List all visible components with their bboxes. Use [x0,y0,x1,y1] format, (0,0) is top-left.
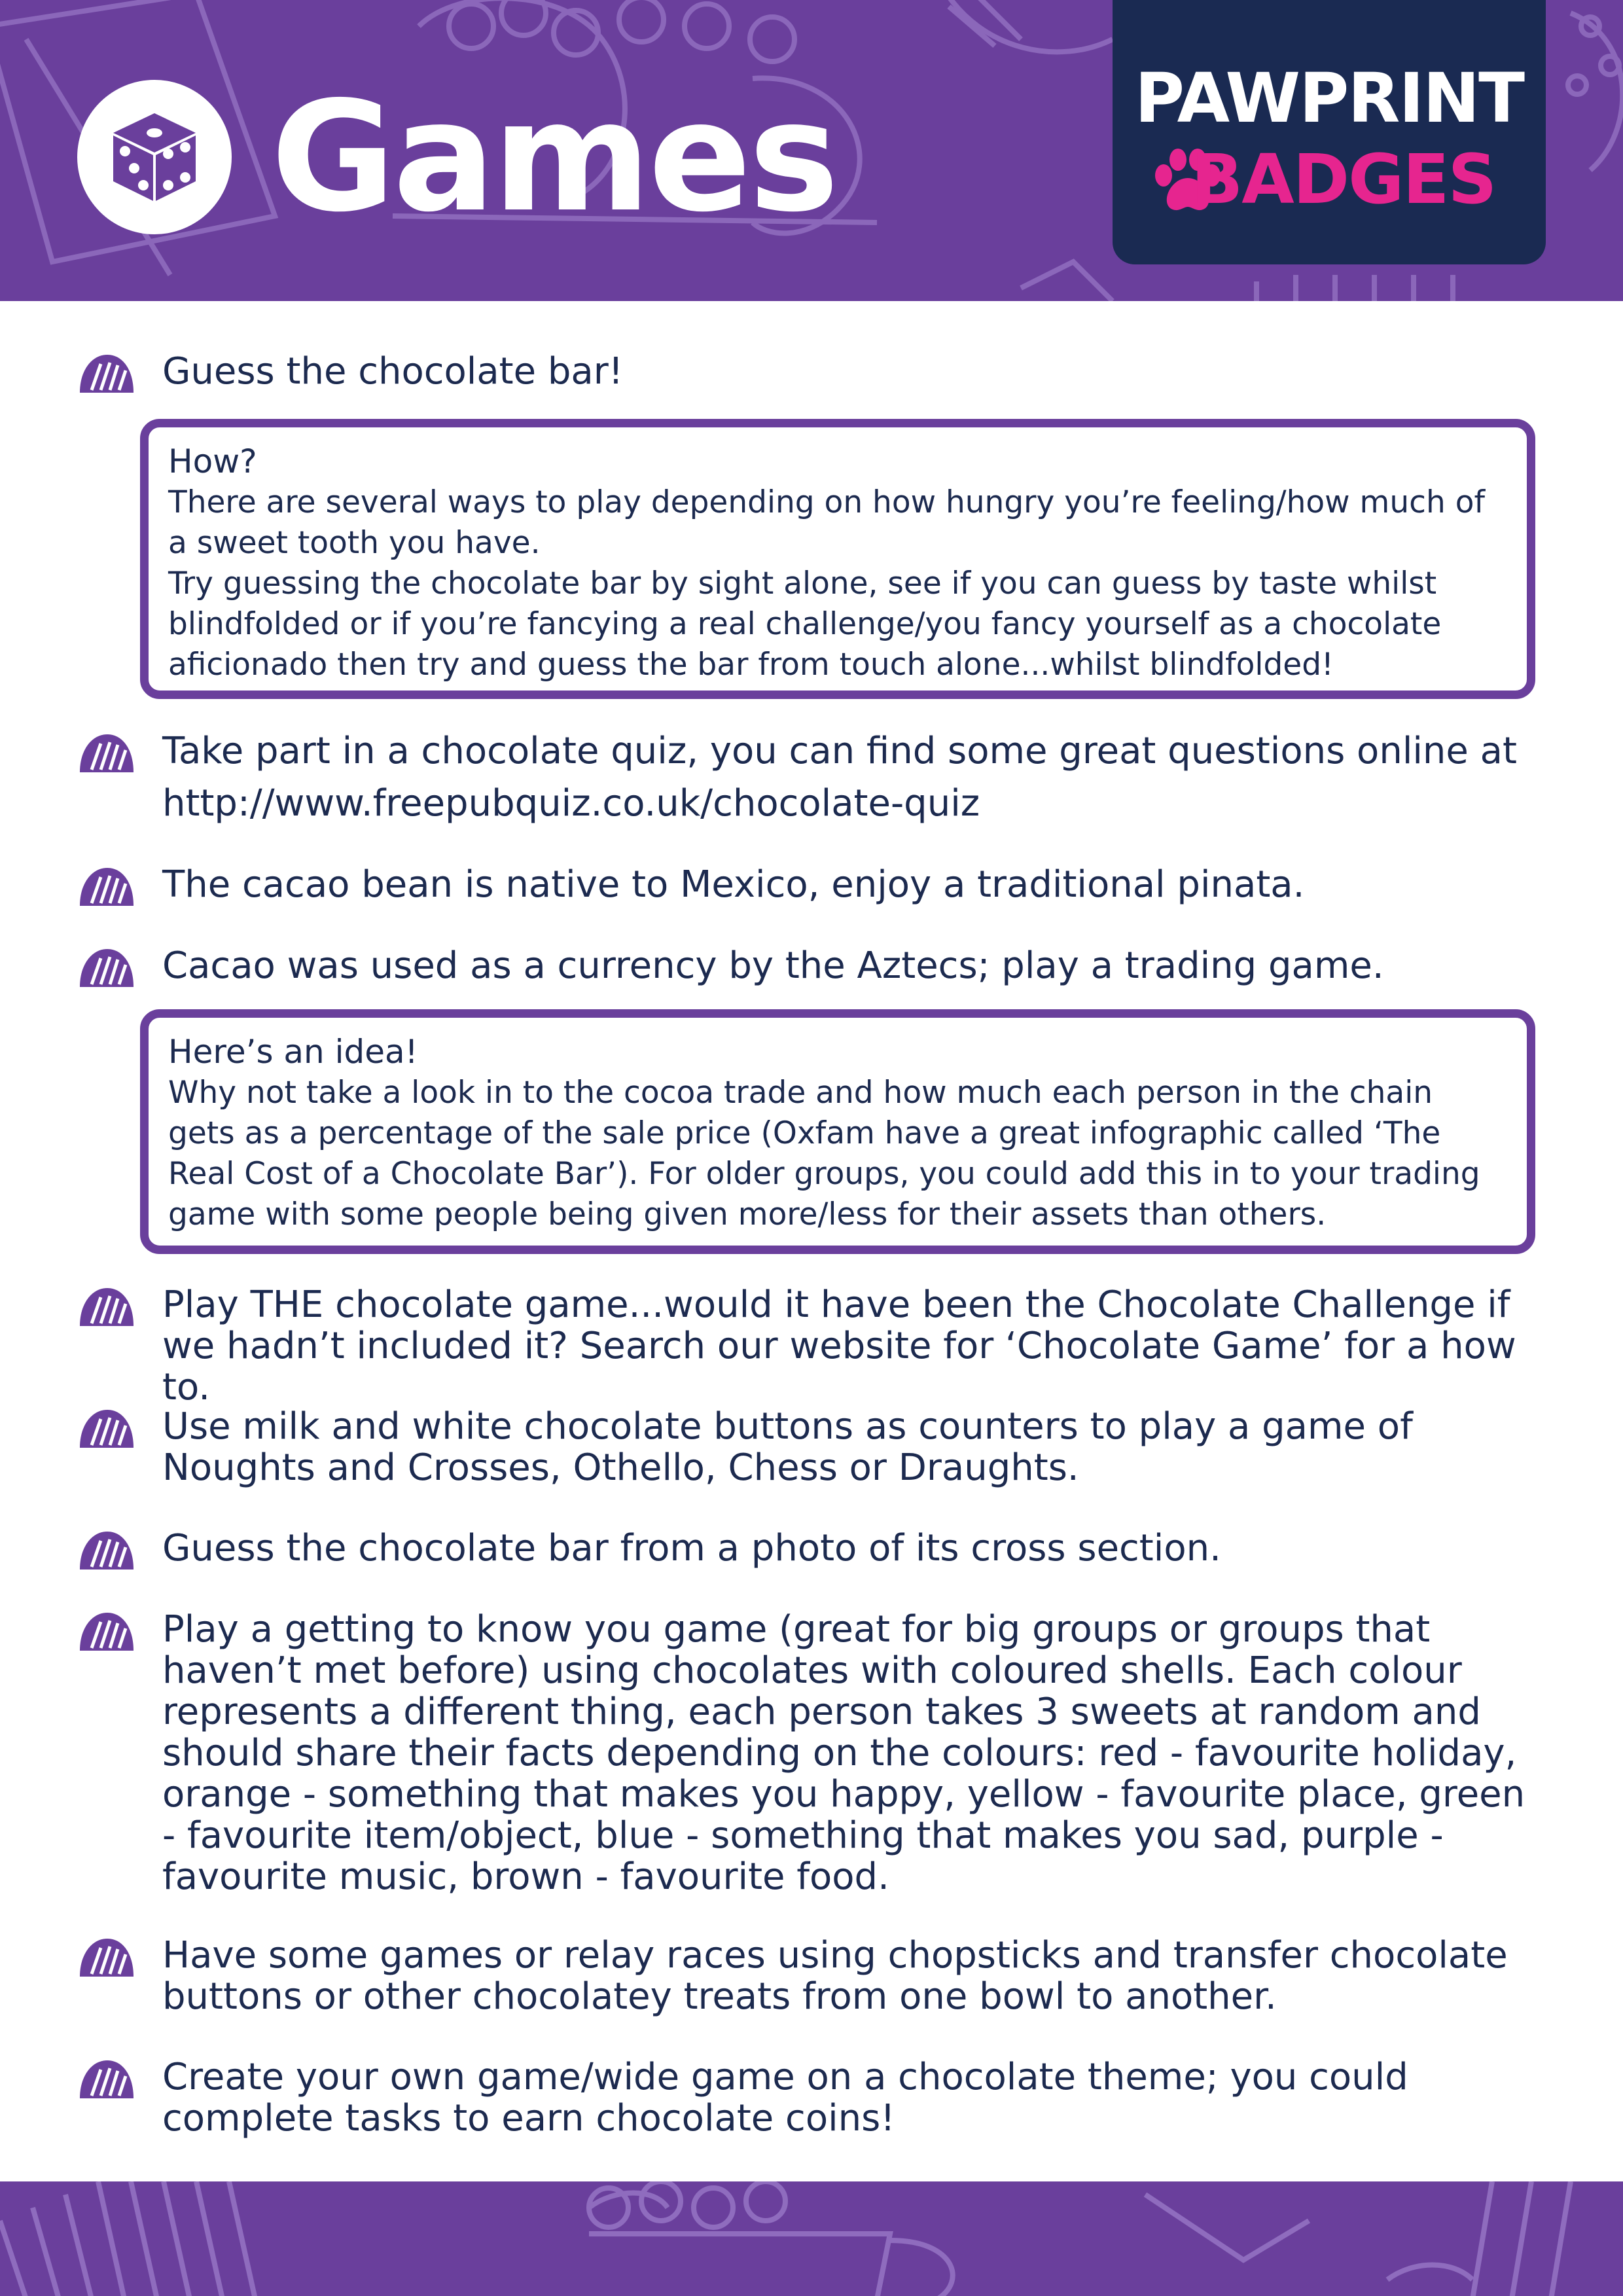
page-title: Games [271,69,837,245]
logo-line1: PAWPRINT [1134,58,1524,138]
box-body: There are several ways to play depending on how hungry you’re feeling/how much of a sweet tooth you have. Try guessing the chocolate bar by sight alone, see if you can guess by taste whilst blindfolded or if you’re fancying a real challenge/you fancy yourself as a chocolate aficionado then try and guess the bar from touch alone...whilst blindfolded! [168,484,1486,683]
chocolate-bullet-icon [77,945,136,991]
chocolate-bullet-icon [77,864,136,910]
list-item-text: Guess the chocolate bar from a photo of its cross section. [162,1527,1221,1570]
list-item-text: Guess the chocolate bar! [162,350,624,393]
pawprint-badges-logo [1113,0,1546,264]
chocolate-bullet-icon [77,730,136,776]
list-item-text: Create your own game/wide game on a chocolate theme; you could complete tasks to earn chocolate coins! [162,2056,1408,2140]
dice-icon-circle [77,80,232,234]
chocolate-bullet-icon [77,1935,136,1981]
chocolate-bullet-icon [77,1406,136,1452]
chocolate-bullet-icon [77,351,136,397]
chocolate-bullet-icon [77,1528,136,1573]
list-item-text: Have some games or relay races using chopsticks and transfer chocolate buttons or other chocolatey treats from one bowl to another. [162,1934,1508,2018]
title-group [77,69,837,245]
chocolate-bullet-icon [77,1284,136,1330]
box-body: Why not take a look in to the cocoa trade and how much each person in the chain gets as a percentage of the sale price (Oxfam have a great infographic called ‘The Real Cost of a Chocolate Bar’). For older groups, you could add this in to your trading game with some people being given more/less for their assets than others. [168,1075,1480,1232]
list-item-text: Take part in a chocolate quiz, you can find some great questions online at http://www.freepubquiz.co.uk/chocolate-quiz [162,730,1517,825]
tip-box-idea [140,1009,1535,1254]
footer-banner [0,2181,1623,2296]
dice-icon [105,108,204,206]
header-banner [0,0,1623,301]
chocolate-bullet-icon [77,1609,136,1655]
list-item-text: Cacao was used as a currency by the Aztecs; play a trading game. [162,944,1384,987]
list-item-text: The cacao bean is native to Mexico, enjoy a traditional pinata. [162,863,1305,906]
footer-pattern-decoration [0,2181,1623,2296]
box-title: Here’s an idea! [168,1033,418,1071]
list-item-text: Use milk and white chocolate buttons as counters to play a game of Noughts and Crosses, Othello, Chess or Draughts. [162,1405,1413,1489]
chocolate-bullet-icon [77,2056,136,2102]
list-item-text: Play a getting to know you game (great for big groups or groups that haven’t met before) using chocolates with coloured shells. Each colour represents a different thing, each person takes 3 sweets at random and should share their facts depending on the colours: red - favourite holiday, orange - something that makes you happy, yellow - favourite place, green - favourite item/object, blue - something that makes you sad, purple - favourite music, brown - favourite food. [162,1608,1525,1898]
box-title: How? [168,442,257,480]
logo-line2: BADGES [1191,139,1496,219]
list-item-text: Play THE chocolate game...would it have been the Chocolate Challenge if we hadn’t included it? Search our website for ‘Chocolate Game’ for a how to. [162,1283,1516,1408]
tip-box-how [140,419,1535,699]
